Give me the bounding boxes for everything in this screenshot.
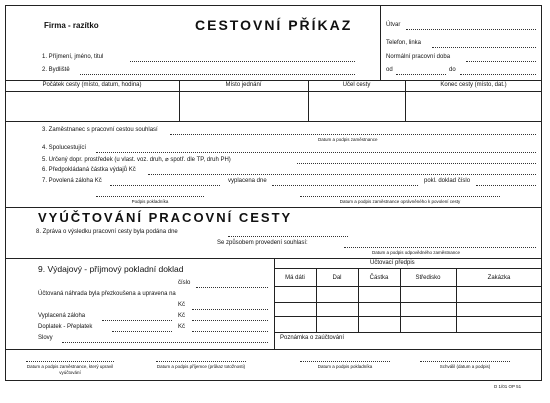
footer-sig-line[interactable]	[300, 361, 390, 362]
utvar-field[interactable]	[406, 29, 536, 30]
field-3-caption: Datum a podpis zaměstnance	[318, 137, 378, 142]
cashier-signature-caption: Podpis pokladníka	[131, 199, 169, 204]
accounting-row-line	[274, 302, 542, 303]
field-7-doc-label: pokl. doklad číslo	[424, 178, 471, 184]
field-7-amount[interactable]	[110, 185, 220, 186]
do-label: do	[449, 67, 456, 73]
accounting-col-center: Středisko	[415, 275, 441, 281]
balance-input[interactable]	[192, 331, 268, 332]
trip-table-top	[5, 80, 542, 81]
section-divider	[5, 207, 542, 208]
approver-signature-line[interactable]	[300, 196, 500, 197]
utvar-label: Útvar	[386, 22, 401, 28]
accounting-row-line	[274, 332, 542, 333]
approval-label: Se způsobem provedení souhlasí:	[217, 240, 308, 246]
footer-sig-caption: Datum a podpis pokladníka	[317, 364, 373, 369]
trip-table-bottom	[5, 121, 542, 122]
firm-stamp-label: Firma - razítko	[44, 21, 99, 30]
accounting-col-amount: Částka	[369, 275, 389, 281]
field-1-input[interactable]	[130, 61, 355, 62]
field-4-input[interactable]	[96, 152, 536, 153]
header-divider	[380, 5, 381, 80]
advance-input[interactable]	[192, 320, 268, 321]
advance-label: Vyplacená záloha	[38, 313, 86, 319]
trip-col-place: Místo jednání	[225, 82, 262, 88]
trip-table-header-bottom	[5, 91, 542, 92]
settlement-title: VYÚČTOVÁNÍ PRACOVNÍ CESTY	[38, 210, 293, 225]
reimbursement-input[interactable]	[192, 309, 268, 310]
field-7-paid-label: vyplacena dne	[228, 178, 267, 184]
doc-divider	[274, 258, 275, 349]
reimbursement-currency: Kč	[178, 302, 186, 308]
balance-label: Doplatek - Přeplatek	[38, 324, 93, 330]
reimbursement-label: Účtovaná náhrada byla přezkoušena a upravena na	[38, 291, 176, 297]
trip-start-cell[interactable]	[8, 93, 176, 119]
page-title: CESTOVNÍ PŘÍKAZ	[195, 17, 353, 33]
field-2-label: 2. Bydliště	[42, 67, 70, 73]
footer-sig-line[interactable]	[26, 361, 114, 362]
advance-dots	[102, 320, 172, 321]
balance-dots	[112, 331, 172, 332]
field-6-label: 6. Předpokládaná částka výdajů Kč	[42, 167, 136, 173]
footer-sig-line[interactable]	[156, 361, 246, 362]
telefon-field[interactable]	[432, 47, 536, 48]
accounting-header-line	[274, 286, 542, 287]
field-4-label: 4. Spolucestující	[42, 145, 87, 151]
accounting-col-credit: Dal	[332, 275, 342, 281]
approval-signature-line[interactable]	[344, 247, 536, 248]
accounting-title: Účtovací předpis	[370, 260, 415, 266]
field-8-label: 8. Zpráva o výsledku pracovní cesty byla podána dne	[36, 229, 178, 235]
cashier-signature-line[interactable]	[96, 196, 204, 197]
approver-signature-caption: Datum a podpis zaměstnance oprávněného k povolení cesty	[339, 199, 461, 204]
in-words-input[interactable]	[62, 342, 268, 343]
trip-place-cell[interactable]	[182, 93, 305, 119]
trip-col-start: Počátek cesty (místo, datum, hodina)	[42, 82, 142, 88]
accounting-col-order: Zakázka	[487, 275, 511, 281]
field-7-label: 7. Povolená záloha Kč	[42, 178, 102, 184]
accounting-title-line	[274, 268, 542, 269]
trip-col-end: Konec cesty (místo, dat.)	[440, 82, 507, 88]
footer-sig-line[interactable]	[420, 361, 510, 362]
balance-currency: Kč	[178, 324, 186, 330]
posting-note-label: Poznámka o zaúčtování	[280, 335, 345, 341]
footer-sig-caption: Datum a podpis zaměstnance, který upravil vyúčtování	[26, 364, 114, 375]
trip-col-purpose: Účel cesty	[342, 82, 371, 88]
field-3-input[interactable]	[170, 134, 536, 135]
do-field[interactable]	[460, 74, 536, 75]
field-3-label: 3. Zaměstnanec s pracovní cestou souhlasí	[42, 127, 158, 133]
od-label: od	[386, 67, 393, 73]
field-1-label: 1. Příjmení, jméno, titul	[42, 54, 104, 60]
doc-number-input[interactable]	[196, 287, 268, 288]
field-6-input[interactable]	[148, 174, 536, 175]
field-5-label: 5. Určený dopr. prostředek (u vlast. voz. druh, ⌀ spotř. dle TP, druh PH)	[42, 157, 231, 163]
footer-sig-caption: Schválil (datum a podpis)	[439, 364, 491, 369]
advance-currency: Kč	[178, 313, 186, 319]
normal-hours-field[interactable]	[466, 61, 536, 62]
in-words-label: Slovy	[38, 335, 53, 341]
field-8-input[interactable]	[228, 236, 348, 237]
telefon-label: Telefon, linka	[386, 40, 422, 46]
doc-number-label: číslo	[178, 280, 191, 286]
cash-doc-title: 9. Výdajový - příjmový pokladní doklad	[38, 264, 184, 274]
footer-sig-caption: Datum a podpis příjemce (průkaz totožnosti)	[156, 364, 246, 369]
field-7-paid-date[interactable]	[272, 185, 418, 186]
footer-divider	[5, 349, 542, 350]
field-7-doc-number[interactable]	[476, 185, 536, 186]
form-code: D 1/01 OP 51	[494, 384, 522, 389]
normal-hours-label: Normální pracovní doba	[386, 54, 451, 60]
trip-end-cell[interactable]	[408, 93, 539, 119]
od-field[interactable]	[396, 74, 446, 75]
trip-purpose-cell[interactable]	[311, 93, 402, 119]
accounting-row-line	[274, 316, 542, 317]
field-2-input[interactable]	[80, 74, 355, 75]
approval-signature-caption: Datum a podpis odpovědného zaměstnance	[372, 250, 461, 255]
accounting-col-debit: Má dáti	[285, 275, 305, 281]
field-5-input[interactable]	[297, 163, 536, 164]
